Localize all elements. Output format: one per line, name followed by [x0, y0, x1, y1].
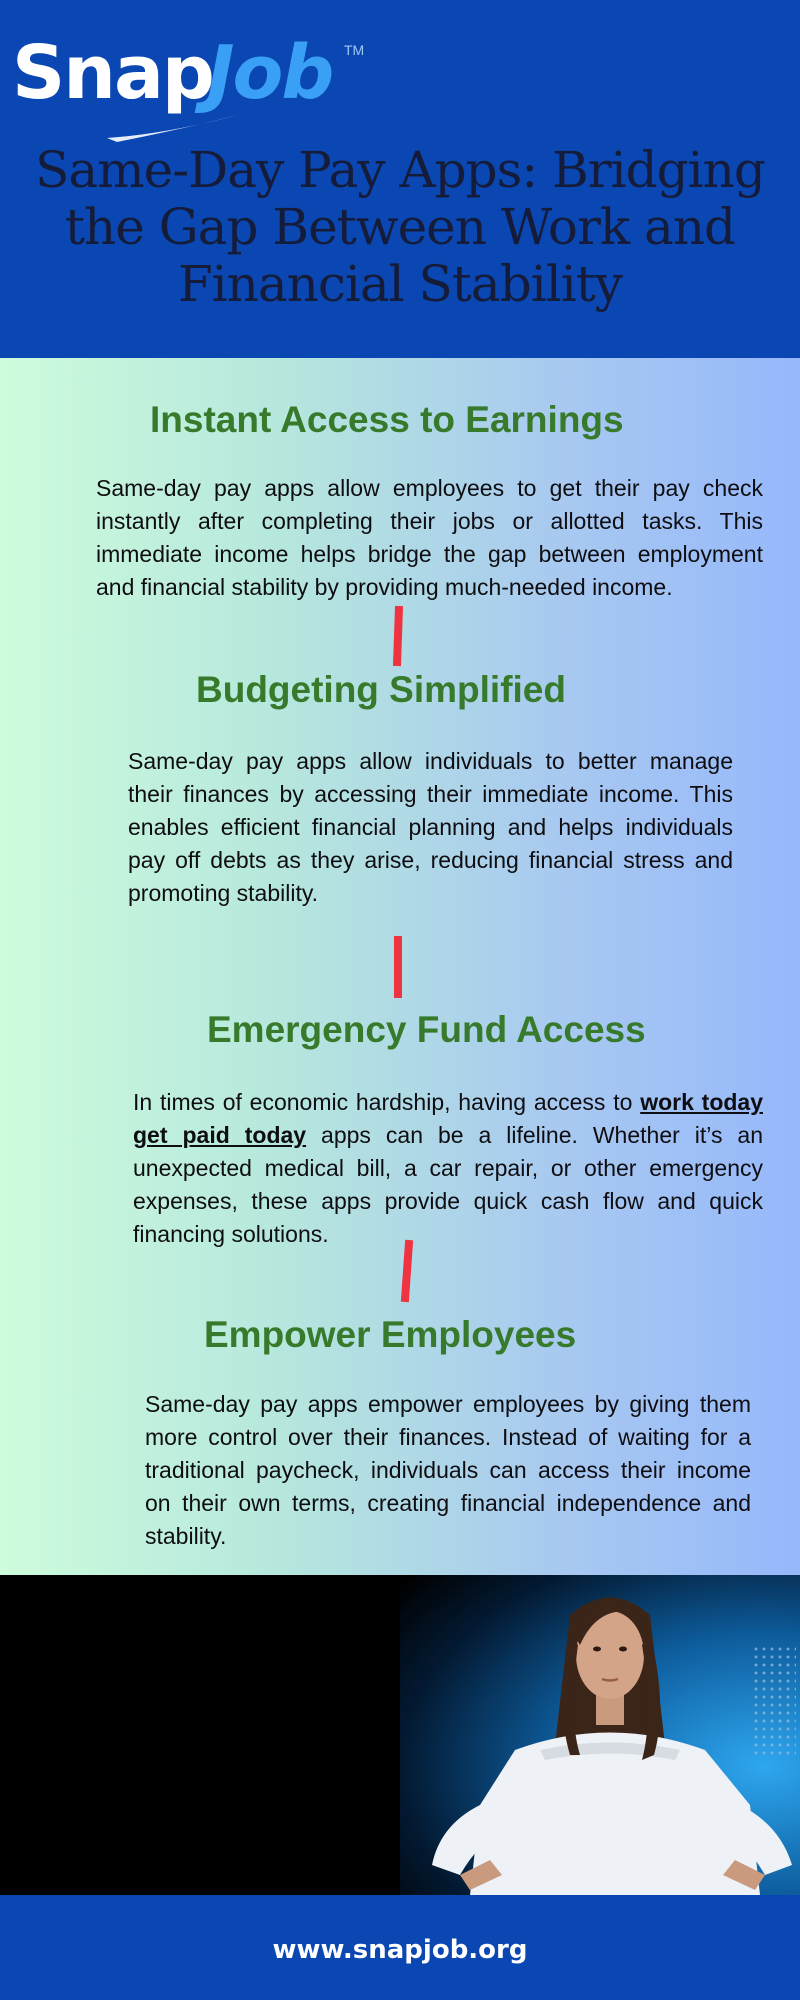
- snapjob-logo[interactable]: [12, 30, 365, 131]
- emergency-body-text-start: In times of economic hardship, having access to: [133, 1089, 641, 1115]
- section-body-empower-employees: Same-day pay apps empower employees by giving them more control over their finances. Instead of waiting for a traditional paycheck, individuals can access their income on their own terms, creating financial independence and stability.: [145, 1391, 751, 1549]
- connector-line: [393, 606, 403, 666]
- logo-trademark: TM: [344, 42, 365, 58]
- emergency-body-text-end: apps can be a lifeline. Whether it’s an unexpected medical bill, a car repair, or other emergency expenses, these apps provide quick cash flow and quick financing solutions.: [133, 1122, 764, 1247]
- section-title-empower-employees: Empower Employees: [204, 1314, 577, 1355]
- section-body-emergency-fund: [133, 1086, 763, 1251]
- section-body-instant-access: Same-day pay apps allow employees to get their pay check instantly after completing their jobs or allotted tasks. This immediate income helps bridge the gap between employment and financial stability by providing much-needed income.: [96, 475, 763, 600]
- content-area: [0, 358, 800, 1575]
- header-banner: [0, 0, 800, 358]
- connector-line: [394, 936, 402, 998]
- logo-job-text: Job: [207, 30, 333, 116]
- footer-banner: [0, 1895, 800, 2000]
- logo-snap-text: Snap: [12, 30, 213, 116]
- hero-photo: [0, 1575, 800, 1895]
- woman-illustration: [420, 1575, 800, 1895]
- logo-swoosh-icon: [107, 112, 247, 142]
- section-title-emergency-fund: Emergency Fund Access: [207, 1009, 646, 1050]
- website-link[interactable]: www.snapjob.org: [272, 1935, 528, 1965]
- section-title-budgeting: Budgeting Simplified: [196, 669, 566, 710]
- work-today-get-paid-today-link[interactable]: work today get paid today: [133, 1089, 763, 1148]
- section-title-instant-access: Instant Access to Earnings: [150, 399, 624, 440]
- section-body-budgeting: Same-day pay apps allow individuals to better manage their finances by accessing their immediate income. This enables efficient financial planning and helps individuals pay off debts as they arise, reducing financial stress and promoting stability.: [128, 748, 733, 906]
- page-title: Same-Day Pay Apps: Bridging the Gap Between Work and Financial Stability: [35, 141, 765, 313]
